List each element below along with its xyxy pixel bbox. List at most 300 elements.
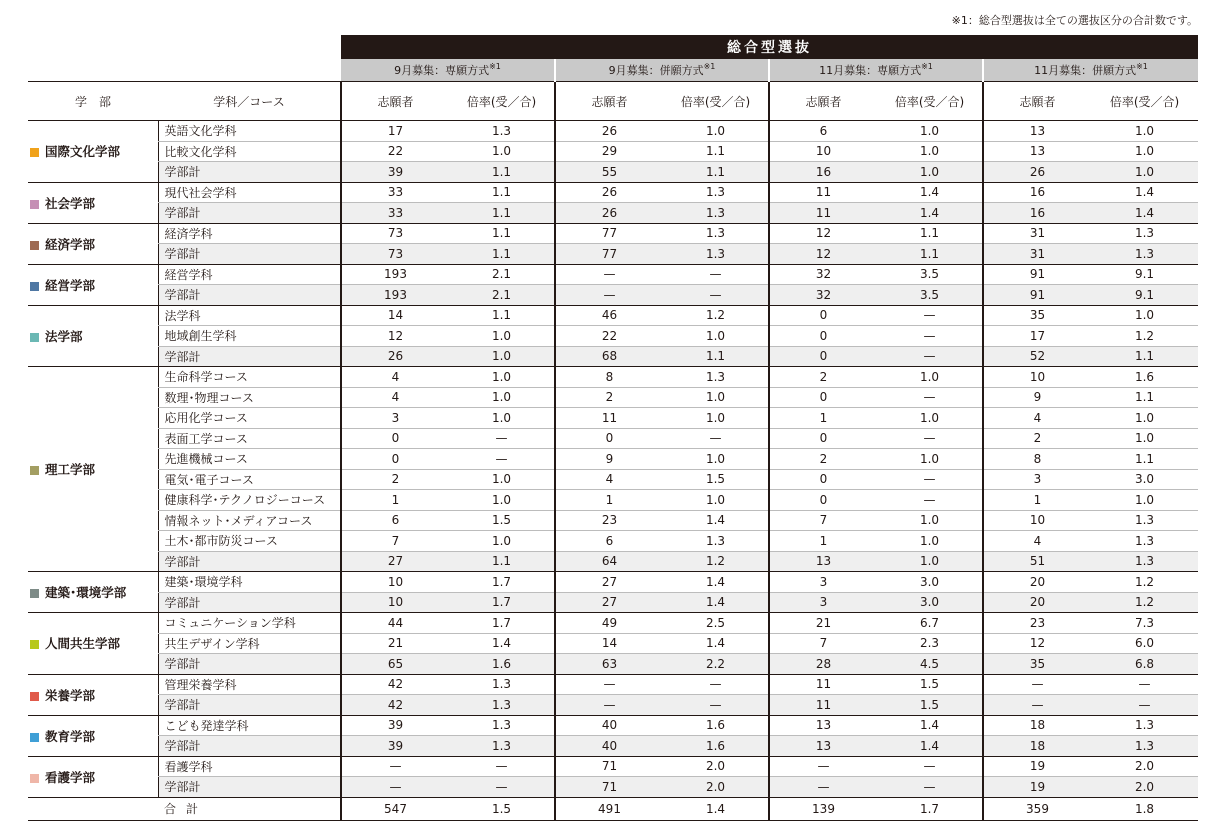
applicants-cell: 10 (769, 141, 877, 162)
ratio-cell: 6.0 (1091, 633, 1198, 654)
total-ratio: 1.8 (1091, 797, 1198, 820)
applicants-cell: 23 (555, 510, 663, 531)
ratio-cell: 1.3 (663, 531, 769, 552)
table-row (28, 777, 1198, 798)
applicants-cell: 12 (341, 326, 449, 347)
applicants-cell: 2 (769, 367, 877, 388)
department-cell (28, 572, 158, 613)
applicants-cell: 27 (555, 592, 663, 613)
subtotal-label: 学部計 (158, 162, 341, 183)
applicants-cell: 1 (983, 490, 1091, 511)
department-name: 理工学部 (45, 462, 96, 477)
applicants-cell: 3 (769, 592, 877, 613)
applicants-header: 志願者 (555, 82, 663, 121)
applicants-cell: 11 (769, 695, 877, 716)
ratio-cell: 1.2 (663, 551, 769, 572)
applicants-cell: 55 (555, 162, 663, 183)
subtotal-label: 学部計 (158, 736, 341, 757)
ratio-cell: 1.0 (1091, 490, 1198, 511)
table-row (28, 121, 1198, 142)
applicants-cell: 21 (769, 613, 877, 634)
ratio-cell: — (449, 756, 555, 777)
subtotal-label: 学部計 (158, 285, 341, 306)
applicants-cell: 0 (341, 449, 449, 470)
ratio-cell: 1.1 (663, 141, 769, 162)
subtotal-label: 学部計 (158, 203, 341, 224)
ratio-cell: — (663, 285, 769, 306)
applicants-cell: 39 (341, 715, 449, 736)
applicants-cell: 26 (555, 203, 663, 224)
course-name: 経済学科 (158, 223, 341, 244)
department-color-marker (30, 640, 39, 649)
applicants-cell: 7 (769, 510, 877, 531)
applicants-cell: 0 (769, 387, 877, 408)
applicants-cell: 26 (555, 121, 663, 142)
ratio-cell: 1.3 (1091, 223, 1198, 244)
applicants-cell: 12 (769, 244, 877, 265)
ratio-cell: 1.4 (663, 633, 769, 654)
ratio-cell: 1.2 (1091, 572, 1198, 593)
applicants-cell: — (555, 695, 663, 716)
applicants-cell: 40 (555, 715, 663, 736)
ratio-cell: 1.0 (449, 408, 555, 429)
applicants-cell: 20 (983, 572, 1091, 593)
group-label: 9月募集：併願方式 (608, 64, 704, 77)
ratio-cell: 1.0 (449, 346, 555, 367)
ratio-cell: 1.7 (449, 613, 555, 634)
ratio-cell: 1.3 (663, 182, 769, 203)
ratio-cell: 1.2 (663, 305, 769, 326)
applicants-cell: 4 (983, 531, 1091, 552)
applicants-cell: 17 (983, 326, 1091, 347)
ratio-cell: 1.0 (877, 510, 983, 531)
ratio-cell: 1.0 (663, 326, 769, 347)
applicants-cell: 2 (555, 387, 663, 408)
table-row (28, 674, 1198, 695)
applicants-cell: 0 (769, 428, 877, 449)
ratio-cell: 3.5 (877, 264, 983, 285)
ratio-cell: 1.4 (663, 572, 769, 593)
applicants-cell: 6 (769, 121, 877, 142)
ratio-cell: — (877, 326, 983, 347)
table-row (28, 756, 1198, 777)
applicants-header: 志願者 (341, 82, 449, 121)
applicants-cell: 0 (769, 346, 877, 367)
department-cell (28, 223, 158, 264)
applicants-cell: 11 (769, 203, 877, 224)
applicants-cell: 46 (555, 305, 663, 326)
ratio-cell: 1.0 (877, 367, 983, 388)
ratio-cell: 1.5 (877, 674, 983, 695)
table-row (28, 490, 1198, 511)
applicants-cell: 13 (983, 121, 1091, 142)
table-row (28, 244, 1198, 265)
applicants-cell: 22 (555, 326, 663, 347)
applicants-cell: 13 (769, 736, 877, 757)
ratio-cell: 1.1 (449, 551, 555, 572)
table-row (28, 264, 1198, 285)
applicants-cell: 91 (983, 264, 1091, 285)
applicants-cell: 73 (341, 223, 449, 244)
applicants-cell: 12 (983, 633, 1091, 654)
ratio-cell: 1.5 (449, 510, 555, 531)
total-applicants: 547 (341, 797, 449, 820)
applicants-cell: 32 (769, 285, 877, 306)
ratio-cell: 1.1 (449, 182, 555, 203)
applicants-cell: 8 (983, 449, 1091, 470)
applicants-cell: 27 (555, 572, 663, 593)
ratio-cell: 1.3 (449, 715, 555, 736)
footnote-mark: ※1 (489, 62, 501, 71)
ratio-cell: 6.8 (1091, 654, 1198, 675)
department-cell (28, 674, 158, 715)
course-name: 表面工学コース (158, 428, 341, 449)
applicants-cell: 32 (769, 264, 877, 285)
ratio-cell: 1.0 (877, 162, 983, 183)
ratio-cell: 6.7 (877, 613, 983, 634)
ratio-cell: 1.4 (877, 203, 983, 224)
course-column-header: 学科／コース (158, 82, 341, 121)
ratio-cell: 1.3 (663, 223, 769, 244)
applicants-cell: 193 (341, 264, 449, 285)
ratio-cell: 1.3 (449, 695, 555, 716)
department-color-marker (30, 148, 39, 157)
table-row (28, 695, 1198, 716)
applicants-cell: 71 (555, 756, 663, 777)
department-name: 教育学部 (45, 728, 96, 744)
ratio-cell: 1.0 (449, 387, 555, 408)
applicants-cell: 52 (983, 346, 1091, 367)
group-header (341, 59, 555, 82)
ratio-cell: 1.0 (449, 469, 555, 490)
ratio-cell: 1.3 (663, 244, 769, 265)
applicants-cell: 10 (983, 510, 1091, 531)
applicants-cell: 4 (341, 367, 449, 388)
ratio-cell: 1.0 (449, 141, 555, 162)
total-ratio: 1.4 (663, 797, 769, 820)
ratio-cell: 1.3 (449, 121, 555, 142)
ratio-cell: — (877, 387, 983, 408)
group-header (555, 59, 769, 82)
department-color-marker (30, 774, 39, 783)
ratio-cell: 3.0 (877, 572, 983, 593)
applicants-cell: — (983, 695, 1091, 716)
ratio-cell: 2.1 (449, 285, 555, 306)
department-cell (28, 264, 158, 305)
applicants-cell: 23 (983, 613, 1091, 634)
department-cell (28, 305, 158, 367)
course-name: 電気･電子コース (158, 469, 341, 490)
department-cell (28, 715, 158, 756)
ratio-cell: 1.0 (1091, 428, 1198, 449)
ratio-cell: 1.3 (1091, 531, 1198, 552)
ratio-cell: 1.5 (877, 695, 983, 716)
course-name: 数理･物理コース (158, 387, 341, 408)
course-name: 建築･環境学科 (158, 572, 341, 593)
applicants-cell: 13 (769, 715, 877, 736)
department-color-marker (30, 333, 39, 342)
course-name: 土木･都市防災コース (158, 531, 341, 552)
ratio-cell: 2.0 (1091, 756, 1198, 777)
ratio-cell: 1.6 (663, 736, 769, 757)
applicants-cell: — (555, 264, 663, 285)
ratio-cell: — (663, 264, 769, 285)
ratio-cell: — (663, 695, 769, 716)
ratio-cell: — (877, 756, 983, 777)
department-name: 法学部 (45, 328, 83, 344)
course-name: 生命科学コース (158, 367, 341, 388)
applicants-cell: 35 (983, 305, 1091, 326)
applicants-cell: 4 (983, 408, 1091, 429)
ratio-cell: — (663, 428, 769, 449)
group-header (983, 59, 1198, 82)
applicants-cell: 7 (341, 531, 449, 552)
ratio-cell: 1.0 (663, 408, 769, 429)
ratio-cell: 3.0 (877, 592, 983, 613)
ratio-cell: 9.1 (1091, 285, 1198, 306)
ratio-cell: 1.0 (877, 551, 983, 572)
applicants-cell: 0 (341, 428, 449, 449)
ratio-cell: — (449, 777, 555, 798)
group-label: 9月募集：専願方式 (394, 64, 490, 77)
ratio-cell: 1.0 (1091, 162, 1198, 183)
department-color-marker (30, 466, 39, 475)
ratio-cell: 1.1 (449, 203, 555, 224)
table-row (28, 326, 1198, 347)
table-row (28, 141, 1198, 162)
table-row (28, 531, 1198, 552)
ratio-cell: 1.0 (449, 326, 555, 347)
ratio-cell: 3.5 (877, 285, 983, 306)
ratio-cell: 1.1 (449, 244, 555, 265)
applicants-cell: 0 (555, 428, 663, 449)
applicants-cell: 26 (555, 182, 663, 203)
table-row (28, 469, 1198, 490)
subtotal-label: 学部計 (158, 654, 341, 675)
applicants-cell: 20 (983, 592, 1091, 613)
course-name: 健康科学･テクノロジーコース (158, 490, 341, 511)
applicants-cell: 11 (769, 182, 877, 203)
table-row (28, 285, 1198, 306)
applicants-cell: — (769, 756, 877, 777)
ratio-header: 倍率(受／合) (1091, 82, 1198, 121)
ratio-cell: 1.0 (877, 121, 983, 142)
course-name: 経営学科 (158, 264, 341, 285)
ratio-cell: 1.0 (1091, 141, 1198, 162)
total-ratio: 1.5 (449, 797, 555, 820)
subtotal-label: 学部計 (158, 592, 341, 613)
subtotal-label: 学部計 (158, 551, 341, 572)
applicants-cell: 27 (341, 551, 449, 572)
applicants-cell: 26 (341, 346, 449, 367)
department-name: 看護学部 (45, 769, 96, 785)
course-name: 管理栄養学科 (158, 674, 341, 695)
applicants-cell: 31 (983, 223, 1091, 244)
ratio-cell: 1.1 (1091, 346, 1198, 367)
ratio-cell: 1.0 (663, 121, 769, 142)
applicants-header: 志願者 (983, 82, 1091, 121)
total-applicants: 139 (769, 797, 877, 820)
ratio-cell: 1.2 (1091, 592, 1198, 613)
applicants-header: 志願者 (769, 82, 877, 121)
table-row (28, 203, 1198, 224)
applicants-cell: 71 (555, 777, 663, 798)
applicants-cell: 63 (555, 654, 663, 675)
ratio-cell: 1.4 (663, 510, 769, 531)
applicants-cell: 29 (555, 141, 663, 162)
total-label: 合計 (158, 797, 341, 820)
ratio-cell: 1.0 (449, 490, 555, 511)
applicants-cell: 16 (769, 162, 877, 183)
applicants-cell: 193 (341, 285, 449, 306)
applicants-cell: 7 (769, 633, 877, 654)
applicants-cell: 12 (769, 223, 877, 244)
applicants-cell: 42 (341, 695, 449, 716)
department-color-marker (30, 589, 39, 598)
course-name: 地域創生学科 (158, 326, 341, 347)
applicants-cell: 14 (555, 633, 663, 654)
ratio-cell: 2.0 (663, 756, 769, 777)
applicants-cell: 39 (341, 736, 449, 757)
course-name: 応用化学コース (158, 408, 341, 429)
table-row (28, 654, 1198, 675)
ratio-cell: 1.1 (663, 346, 769, 367)
ratio-cell: 2.3 (877, 633, 983, 654)
ratio-cell: — (877, 469, 983, 490)
applicants-cell: 19 (983, 756, 1091, 777)
department-color-marker (30, 282, 39, 291)
ratio-cell: 1.1 (877, 223, 983, 244)
applicants-cell: 8 (555, 367, 663, 388)
department-name: 人間共生学部 (45, 636, 121, 652)
course-name: 英語文化学科 (158, 121, 341, 142)
applicants-cell: 6 (555, 531, 663, 552)
applicants-cell: 77 (555, 244, 663, 265)
table-row (28, 367, 1198, 388)
table-row (28, 182, 1198, 203)
ratio-cell: 1.3 (1091, 244, 1198, 265)
ratio-cell: 1.6 (663, 715, 769, 736)
table-row (28, 613, 1198, 634)
applicants-cell: 16 (983, 182, 1091, 203)
ratio-cell: 2.5 (663, 613, 769, 634)
ratio-cell: 1.4 (663, 592, 769, 613)
ratio-cell: — (877, 428, 983, 449)
ratio-cell: 1.0 (449, 367, 555, 388)
department-color-marker (30, 241, 39, 250)
applicants-cell: 4 (341, 387, 449, 408)
department-color-marker (30, 733, 39, 742)
applicants-cell: 0 (769, 326, 877, 347)
applicants-cell: 28 (769, 654, 877, 675)
applicants-cell: 49 (555, 613, 663, 634)
ratio-cell: — (449, 449, 555, 470)
applicants-cell: 3 (769, 572, 877, 593)
applicants-cell: — (341, 756, 449, 777)
course-name: 看護学科 (158, 756, 341, 777)
group-header (769, 59, 983, 82)
applicants-cell: 0 (769, 469, 877, 490)
applicants-cell: 39 (341, 162, 449, 183)
ratio-cell: 1.0 (1091, 121, 1198, 142)
ratio-cell: 2.0 (663, 777, 769, 798)
table-row (28, 305, 1198, 326)
table-row (28, 346, 1198, 367)
applicants-cell: 44 (341, 613, 449, 634)
table-row (28, 449, 1198, 470)
applicants-cell: 2 (341, 469, 449, 490)
applicants-cell: 10 (341, 572, 449, 593)
department-name: 経済学部 (45, 236, 96, 252)
ratio-cell: — (877, 305, 983, 326)
ratio-cell: 1.3 (1091, 510, 1198, 531)
footnote-mark: ※1 (921, 62, 933, 71)
footnote-mark: ※1 (1136, 62, 1148, 71)
ratio-cell: 1.3 (449, 674, 555, 695)
table-row (28, 510, 1198, 531)
department-name: 社会学部 (45, 195, 96, 211)
ratio-cell: 1.0 (1091, 408, 1198, 429)
applicants-cell: 11 (555, 408, 663, 429)
department-name: 国際文化学部 (45, 144, 121, 160)
ratio-cell: 1.3 (1091, 736, 1198, 757)
ratio-cell: 1.1 (663, 162, 769, 183)
ratio-cell: 1.7 (449, 592, 555, 613)
applicants-cell: 42 (341, 674, 449, 695)
ratio-cell: — (1091, 674, 1198, 695)
department-color-marker (30, 692, 39, 701)
ratio-cell: 1.4 (1091, 203, 1198, 224)
applicants-cell: 1 (341, 490, 449, 511)
applicants-cell: 18 (983, 715, 1091, 736)
applicants-cell: 18 (983, 736, 1091, 757)
ratio-cell: 1.1 (449, 223, 555, 244)
band-title: 総合型選抜 (341, 35, 1198, 59)
ratio-cell: 7.3 (1091, 613, 1198, 634)
applicants-cell: 9 (983, 387, 1091, 408)
applicants-cell: 16 (983, 203, 1091, 224)
applicants-cell: 51 (983, 551, 1091, 572)
applicants-cell: 64 (555, 551, 663, 572)
ratio-cell: 1.1 (877, 244, 983, 265)
ratio-cell: 2.2 (663, 654, 769, 675)
applicants-cell: 77 (555, 223, 663, 244)
applicants-cell: 9 (555, 449, 663, 470)
ratio-cell: 1.0 (877, 141, 983, 162)
ratio-cell: 1.1 (449, 162, 555, 183)
applicants-cell: 68 (555, 346, 663, 367)
group-label: 11月募集：併願方式 (1034, 64, 1137, 77)
applicants-cell: 13 (983, 141, 1091, 162)
ratio-cell: 2.1 (449, 264, 555, 285)
ratio-cell: 1.6 (1091, 367, 1198, 388)
ratio-cell: 1.3 (663, 367, 769, 388)
applicants-cell: 73 (341, 244, 449, 265)
ratio-header: 倍率(受／合) (663, 82, 769, 121)
applicants-cell: 10 (983, 367, 1091, 388)
table-row (28, 736, 1198, 757)
ratio-cell: 3.0 (1091, 469, 1198, 490)
applicants-cell: 17 (341, 121, 449, 142)
subtotal-label: 学部計 (158, 346, 341, 367)
table-row (28, 715, 1198, 736)
ratio-cell: 1.0 (877, 531, 983, 552)
department-name: 栄養学部 (45, 687, 96, 703)
ratio-cell: 1.1 (1091, 387, 1198, 408)
applicants-cell: 26 (983, 162, 1091, 183)
applicants-cell: 11 (769, 674, 877, 695)
department-color-marker (30, 200, 39, 209)
